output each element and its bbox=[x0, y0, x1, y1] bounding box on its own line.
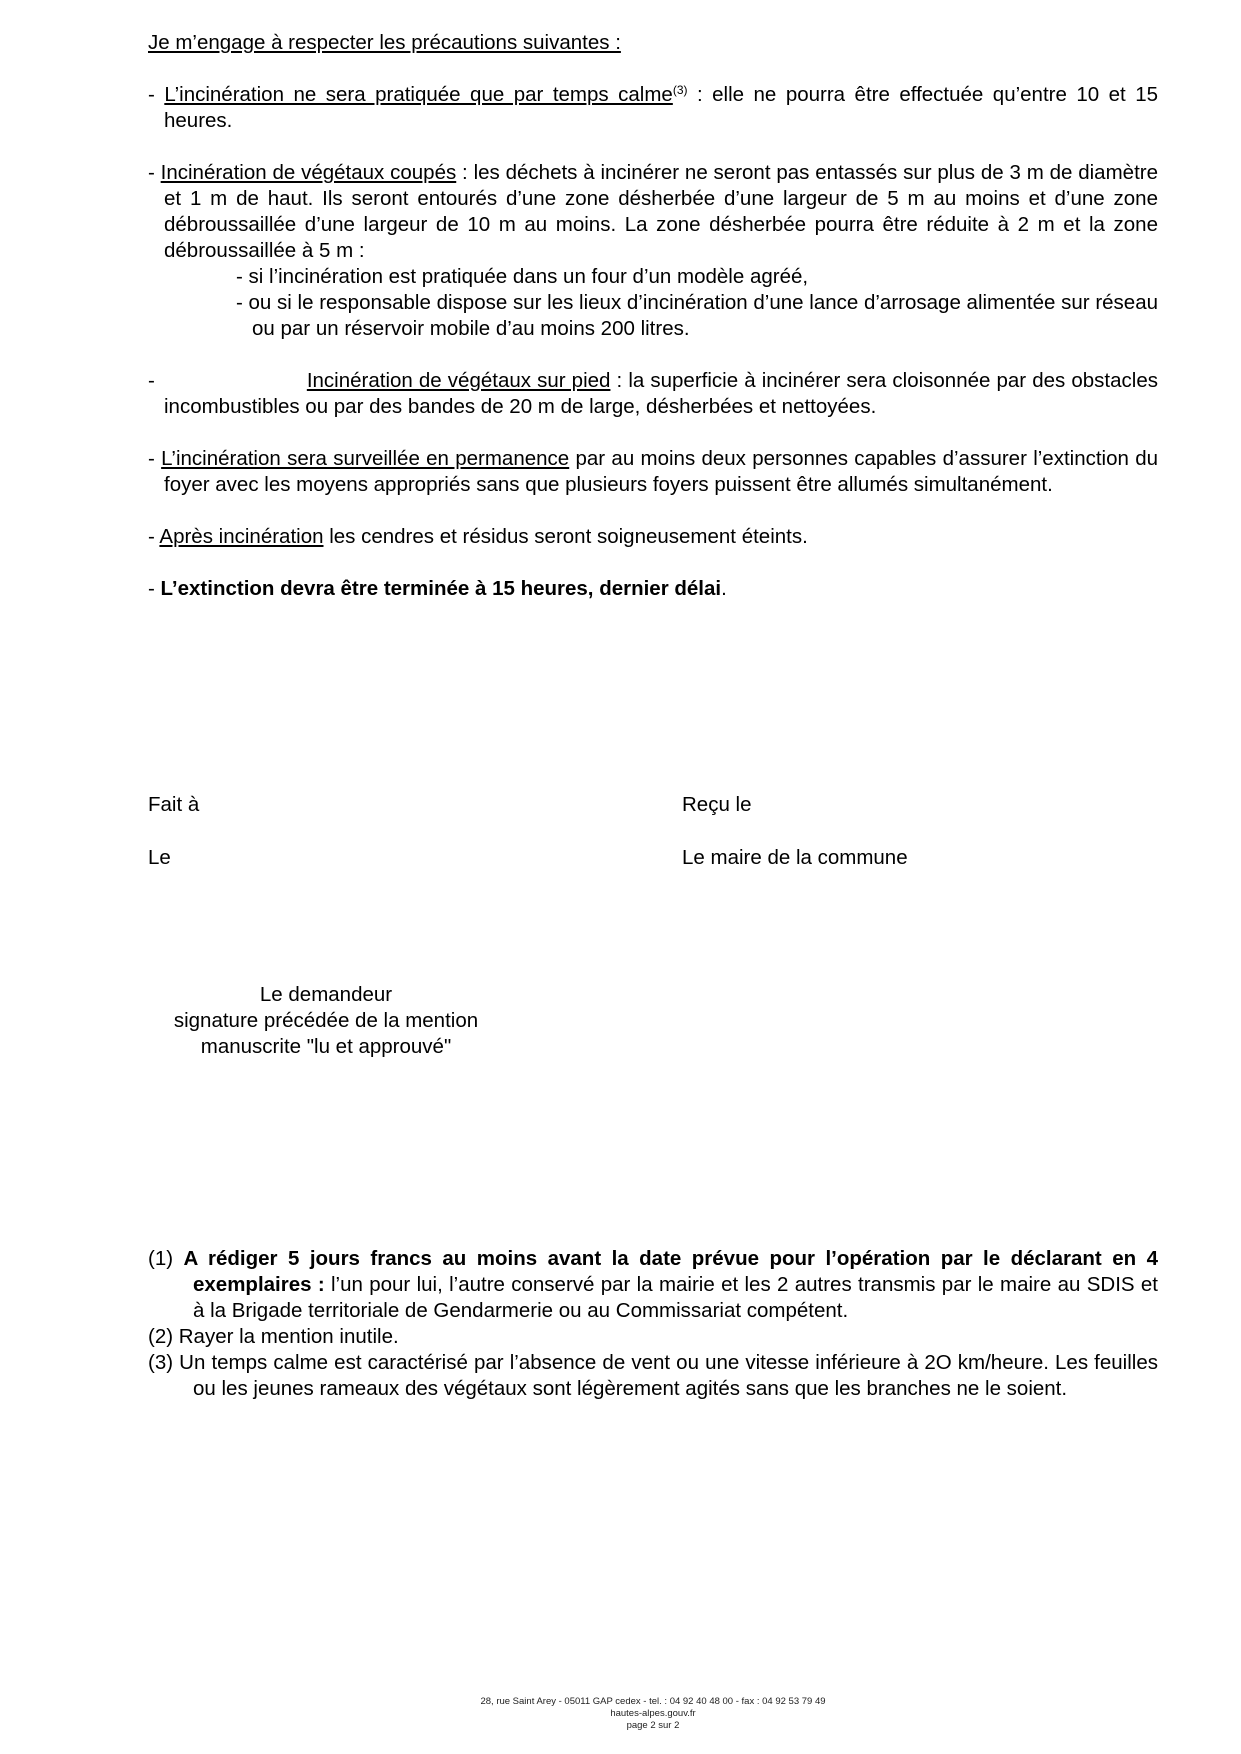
item-calm-text: : elle ne pourra être effectuée qu’entre 10 et 15 heures. bbox=[164, 83, 1159, 132]
page-footer bbox=[0, 1696, 1241, 1732]
maire-label: Le maire de la commune bbox=[682, 846, 908, 869]
item-cut-sub-oven: - si l’incinération est pratiquée dans un four d’un modèle agréé, bbox=[236, 265, 809, 288]
item-after-incineration bbox=[148, 524, 1158, 550]
item-dash: - bbox=[148, 369, 155, 392]
item-surveillance bbox=[148, 446, 1158, 498]
item-calm-weather bbox=[148, 82, 1158, 134]
demandeur-signature bbox=[148, 982, 504, 1060]
item-dash: - bbox=[148, 83, 165, 106]
item-extinction-bold: L’extinction devra être terminée à 15 heures, dernier délai bbox=[160, 577, 722, 600]
item-extinction bbox=[148, 576, 1158, 602]
footer-website: hautes-alpes.gouv.fr bbox=[610, 1708, 696, 1719]
item-cut-text: : les déchets à incinérer ne seront pas entassés sur plus de 3 m de diamètre et 1 m de haut. Ils seront entourés d’une zone désherbée d’une largeur de 5 m au moins et d’une zone débroussaillée d’une largeur de 10 m au moins. La zone désherbée pourra être réduite à 2 m et la zone débroussaillée à 5 m : bbox=[164, 161, 1158, 262]
item-extinction-text: . bbox=[721, 577, 727, 600]
signature-right bbox=[682, 792, 908, 898]
precautions-heading: Je m’engage à respecter les précautions suivantes : bbox=[148, 31, 621, 54]
demandeur-title: Le demandeur bbox=[259, 983, 393, 1006]
signature-left bbox=[148, 792, 199, 898]
demandeur-instruction-1: signature précédée de la mention bbox=[173, 1009, 479, 1032]
item-cut-vegetation bbox=[148, 160, 1158, 264]
fait-a-label: Fait à bbox=[148, 793, 200, 816]
item-dash: - bbox=[148, 161, 161, 184]
item-after-underlined: Après incinération bbox=[159, 525, 324, 548]
footnotes bbox=[148, 1246, 1158, 1402]
item-cut-sub-hose: - ou si le responsable dispose sur les lieux d’incinération d’une lance d’arrosage alimentée sur réseau ou par un réservoir mobile d’au moins 200 litres. bbox=[236, 291, 1158, 340]
precautions-section bbox=[148, 30, 1158, 628]
item-watch-text: par au moins deux personnes capables d’assurer l’extinction du foyer avec les moyens appropriés sans que plusieurs foyers puissent être allumés simultanément. bbox=[164, 447, 1159, 496]
item-cut-underlined: Incinération de végétaux coupés bbox=[160, 161, 457, 184]
footnote-ref-3: (3) bbox=[672, 83, 688, 97]
footnote-1-bold: A rédiger 5 jours francs au moins avant la date prévue pour l’opération par le déclarant en 4 exemplaires : bbox=[183, 1247, 1158, 1296]
item-standing-underlined: Incinération de végétaux sur pied bbox=[306, 369, 611, 392]
footnote-1 bbox=[148, 1246, 1158, 1324]
item-after-text: les cendres et résidus seront soigneusement éteints. bbox=[323, 525, 808, 548]
item-watch-underlined: L’incinération sera surveillée en permanence bbox=[161, 447, 570, 470]
item-dash: - bbox=[148, 525, 160, 548]
footer-address: 28, rue Saint Arey - 05011 GAP cedex - tel. : 04 92 40 48 00 - fax : 04 92 53 79 49 bbox=[480, 1696, 826, 1707]
item-dash: - bbox=[148, 447, 162, 470]
footnote-2: (2) Rayer la mention inutile. bbox=[148, 1325, 399, 1348]
footnote-1-text: l’un pour lui, l’autre conservé par la mairie et les 2 autres transmis par le maire au SDIS et à la Brigade territoriale de Gendarmerie ou au Commissariat compétent. bbox=[193, 1273, 1158, 1322]
footer-page-number: page 2 sur 2 bbox=[626, 1720, 680, 1731]
item-dash: - bbox=[148, 577, 161, 600]
recu-le-label: Reçu le bbox=[682, 793, 752, 816]
footnote-3: (3) Un temps calme est caractérisé par l’absence de vent ou une vitesse inférieure à 2O km/heure. Les feuilles ou les jeunes rameaux des végétaux sont légèrement agités sans que les branches ne le soient. bbox=[148, 1351, 1158, 1400]
footnote-1-label: (1) bbox=[148, 1247, 184, 1270]
le-label: Le bbox=[148, 846, 171, 869]
item-standing-vegetation bbox=[148, 368, 1158, 420]
item-calm-underlined: L’incinération ne sera pratiquée que par temps calme bbox=[164, 83, 673, 106]
demandeur-instruction-2: manuscrite "lu et approuvé" bbox=[200, 1035, 452, 1058]
item-standing-text: : la superficie à incinérer sera cloisonnée par des obstacles incombustibles ou par des bandes de 20 m de large, désherbées et nettoyées. bbox=[164, 369, 1158, 418]
